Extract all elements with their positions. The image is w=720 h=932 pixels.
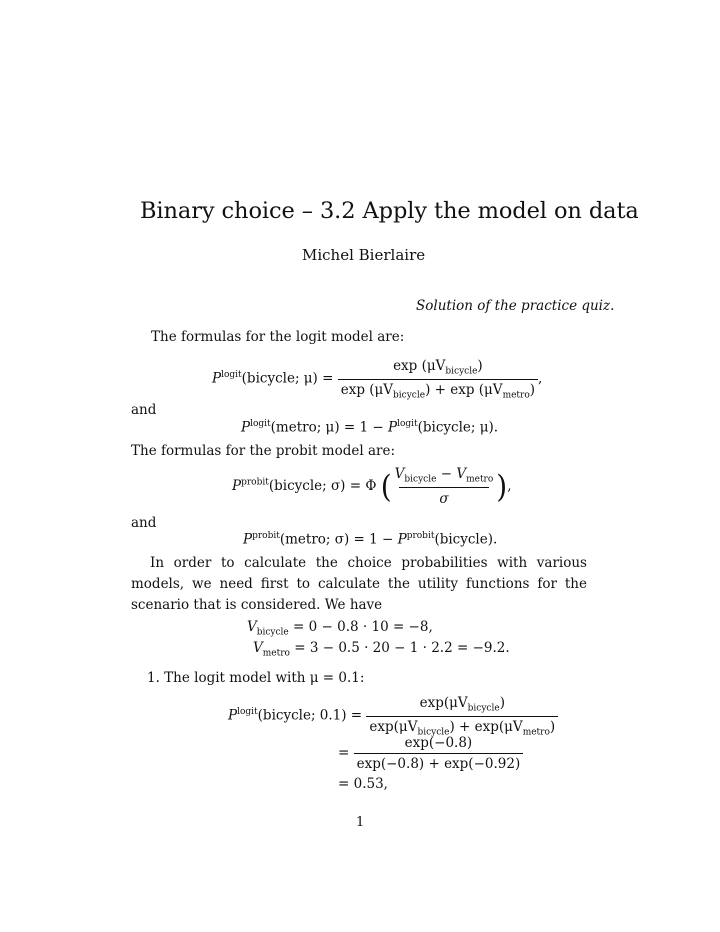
- calc-fraction-1: $\frac{\exp(\mu V_{bicycle})}{\exp(\mu V_{bicycle}) + \exp(\mu V_{metro})}$: [366, 695, 558, 737]
- and-1: and: [131, 402, 157, 418]
- sup-probit: probit: [241, 477, 269, 488]
- equation-logit-calc-2: = $\frac{\exp(-0.8)}{\exp(-0.8) + \exp(-0.92)}$: [338, 735, 523, 772]
- page-title: Binary choice – 3.2 Apply the model on data: [140, 198, 639, 224]
- logit-lhs: (bicycle; μ) =: [241, 370, 334, 387]
- sub-bicycle: bicycle: [445, 366, 478, 377]
- paragraph: In order to calculate the choice probabilities with various models, we need first to calculate the utility functions for the scenario that is considered. We have: [131, 555, 587, 613]
- symbol-p: P: [212, 370, 222, 387]
- equation-logit-calc-1: $P^{logit}(bicycle$; 0.1) = $\frac{\exp(\mu V_{bicycle})}{\exp(\mu V_{bicycle}) + \exp(\mu V_{metro})}$: [228, 695, 558, 737]
- list-item-1: 1. The logit model with μ = 0.1:: [147, 670, 365, 686]
- equation-probit-metro: $P^{probit}(metro$; $\sigma) = 1 - P^{probit}(bicycle)$.: [243, 531, 498, 548]
- intro-probit: The formulas for the probit model are:: [131, 443, 396, 459]
- equation-probit-bicycle: $P^{probit}(bicycle$; σ) = Φ ( $\frac{V_{bicycle} - V_{metro}}{\sigma}$ ),: [232, 466, 512, 507]
- logit-denominator-b: ) + exp (μV: [425, 381, 503, 398]
- probit-fraction: $\frac{V_{bicycle} - V_{metro}}{\sigma}$: [394, 466, 494, 507]
- probit-denominator: σ: [399, 487, 488, 507]
- logit-denominator-a: exp (μV: [340, 381, 394, 398]
- logit-numerator: exp (μV: [393, 358, 446, 374]
- and-2: and: [131, 515, 157, 531]
- equation-logit-calc-3: = 0.53,: [338, 776, 388, 792]
- logit-fraction: $\frac{\exp (\mu V_{bicycle})}{\exp (\mu V_{bicycle}) + \exp (\mu V_{metro})}$: [338, 358, 538, 400]
- intro-logit: The formulas for the logit model are:: [151, 329, 405, 345]
- calc-fraction-2: $\frac{\exp(-0.8)}{\exp(-0.8) + \exp(-0.92)}$: [354, 735, 524, 772]
- equation-logit-bicycle: $P^{logit}(bicycle$; μ) = $\frac{\exp (\mu V_{bicycle})}{\exp (\mu V_{bicycle}) + \exp (\mu V_{metro})}$ ,: [212, 358, 543, 401]
- equation-v-bicycle: $V_{bicycle} = 0 - 0.8 \cdot 10 = -8$,: [247, 619, 433, 638]
- sup-logit: logit: [221, 370, 242, 381]
- subtitle: Solution of the practice quiz.: [416, 298, 615, 314]
- probit-lhs: (bicycle; σ) = Φ: [268, 477, 377, 494]
- equation-v-metro: $V_{metro} = 3 - 0.5 \cdot 20 - 1 \cdot 2.2 = -9.2$.: [253, 640, 510, 659]
- author: Michel Bierlaire: [302, 246, 426, 264]
- equation-logit-metro: $P^{logit}(metro$; $\mu) = 1 - P^{logit}(bicycle$; μ).: [241, 419, 499, 436]
- page-number: 1: [356, 815, 365, 830]
